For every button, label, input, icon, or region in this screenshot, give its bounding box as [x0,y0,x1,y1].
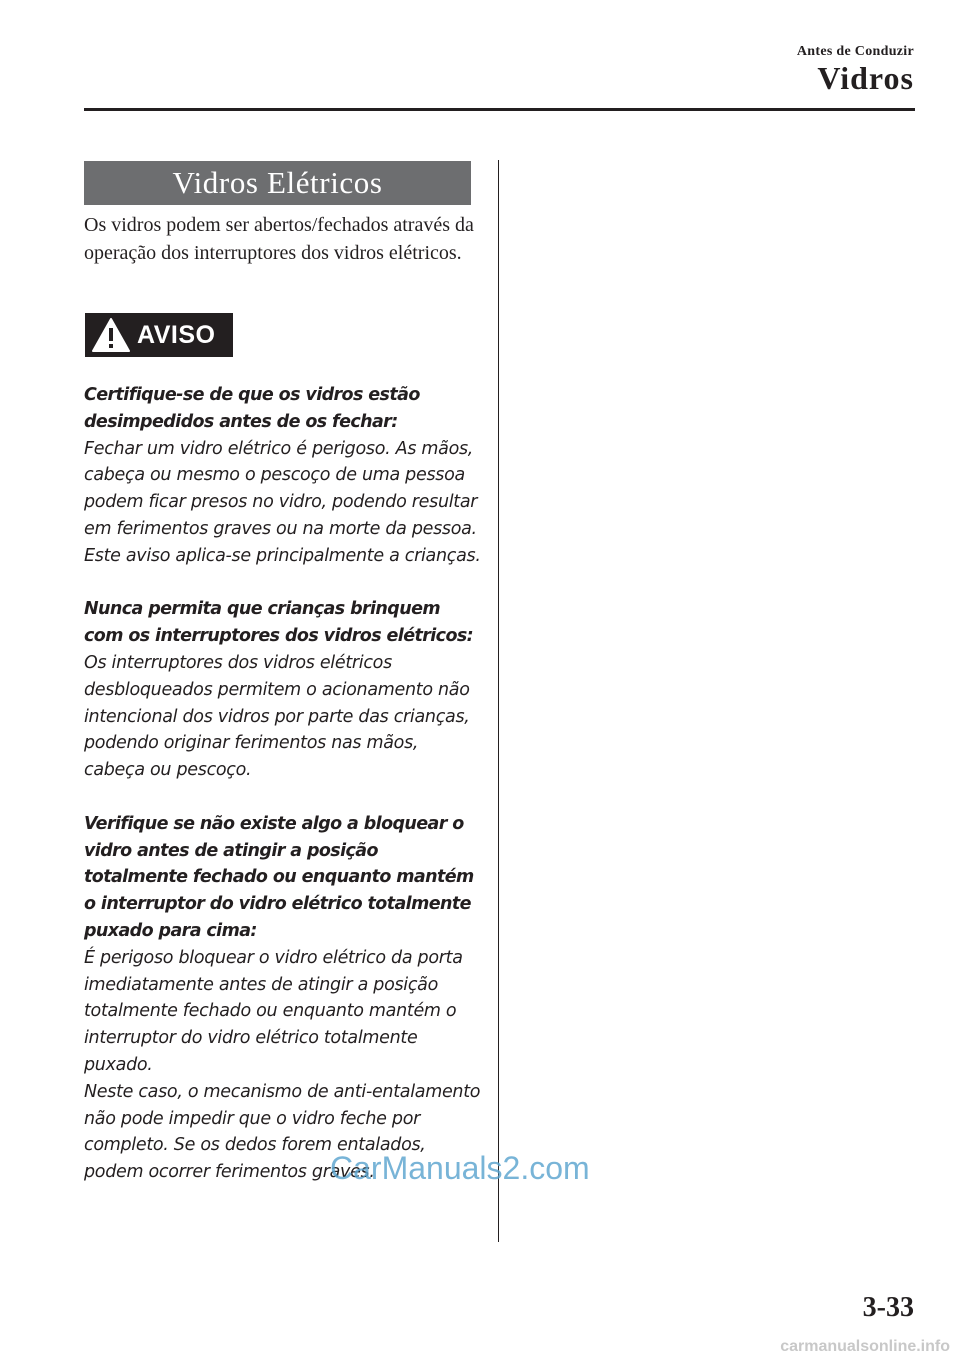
warning-item-heading: Verifique se não existe algo a bloquear o vidro antes de atingir a posição totalmente fechado ou enquanto mantém o interruptor do vidro elétrico totalmente puxado para cima: [84,813,474,941]
warning-item-text-continued: Neste caso, o mecanismo de anti-entalamento não pode impedir que o vidro feche por completo. Se os dedos forem entalados, podem ocorrer ferimentos graves. [84,1081,481,1183]
warning-label: AVISO [137,320,216,349]
warning-item-heading: Nunca permita que crianças brinquem com os interruptores dos vidros elétricos: [84,599,474,647]
warning-badge [85,313,233,357]
chapter-label: Antes de Conduzir [796,44,914,59]
section-intro: Os vidros podem ser abertos/fechados através da operação dos interruptores dos vidros elétricos. [84,214,474,264]
page-number: 3-33 [862,1292,914,1323]
warning-body [84,382,484,1213]
warning-item-heading: Certifique-se de que os vidros estão desimpedidos antes de os fechar: [84,385,420,432]
warning-item [84,596,484,784]
warning-item [84,382,484,570]
watermark: CarManuals2.com [330,1150,590,1186]
footer-watermark: carmanualsonline.info [780,1338,950,1355]
warning-item-text: Os interruptores dos vidros elétricos desbloqueados permitem o acionamento não intencional dos vidros por parte das crianças, podendo originar ferimentos nas mãos, cabeça ou pescoço. [84,652,470,781]
warning-item [84,811,484,1186]
warning-item-text: Fechar um vidro elétrico é perigoso. As mãos, cabeça ou mesmo o pescoço de uma pessoa podem ficar presos no vidro, podendo resultar em ferimentos graves ou na morte da pessoa. Este aviso aplica-se principalmente a crianças. [84,438,481,566]
warning-triangle-icon [91,317,131,353]
section-heading: Vidros Elétricos [84,161,471,205]
page-title: Vidros [817,60,914,96]
column-divider [498,160,499,1242]
header-divider [84,108,915,111]
warning-item-text: É perigoso bloquear o vidro elétrico da porta imediatamente antes de atingir a posição totalmente fechado ou enquanto mantém o interruptor do vidro elétrico totalmente puxado. [84,947,463,1075]
